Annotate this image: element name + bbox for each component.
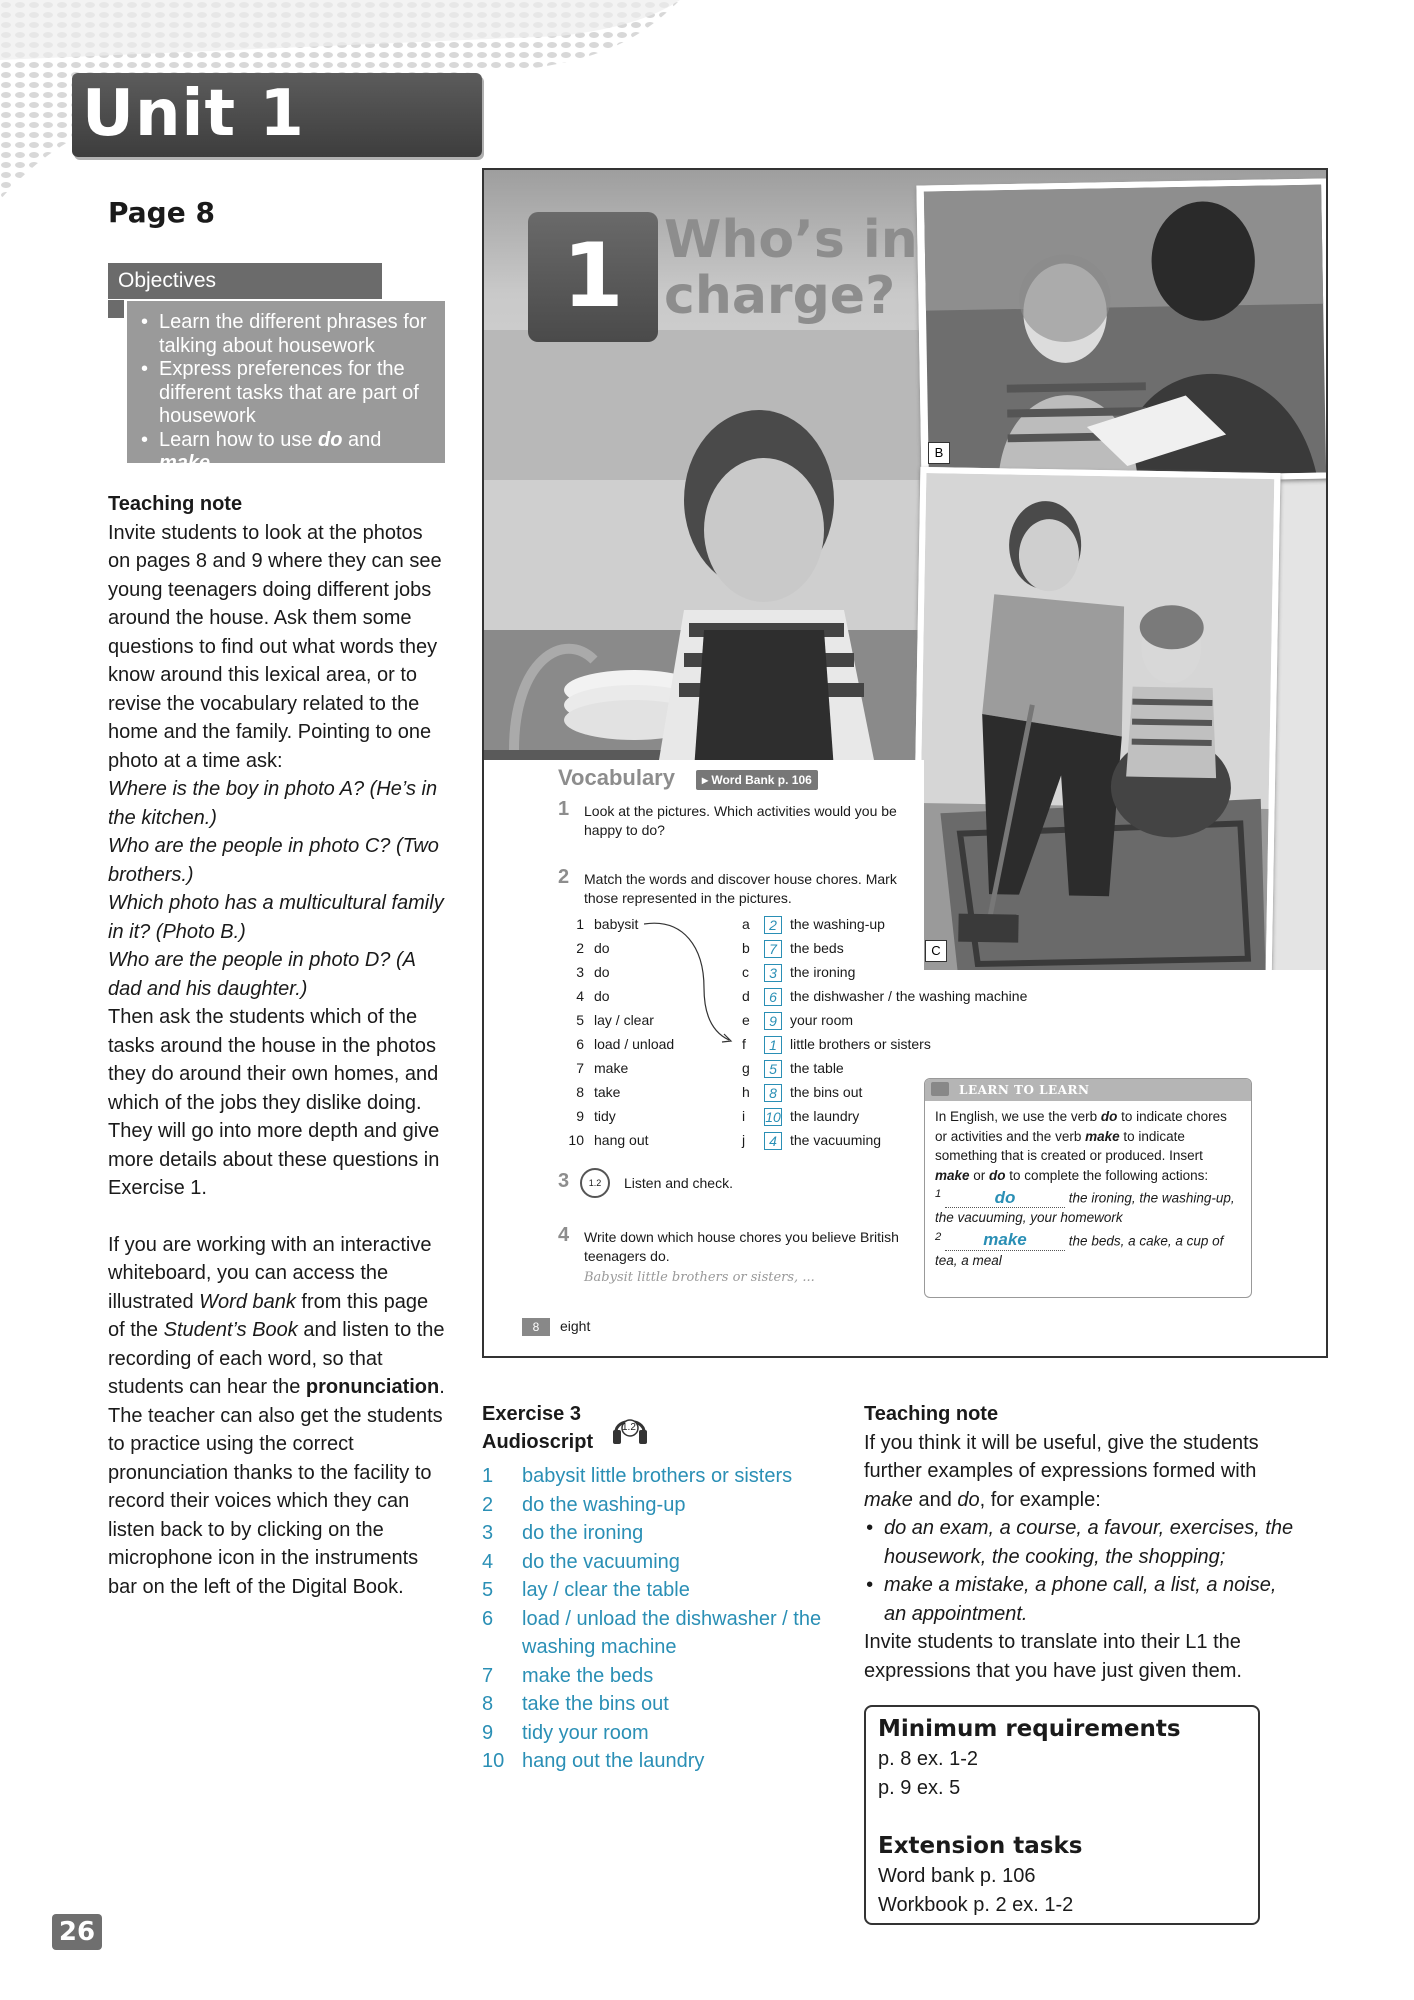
objective-make: make [159, 452, 211, 474]
teaching-note-left [108, 490, 448, 1601]
audioscript-text: take the bins out [522, 1693, 669, 1715]
audioscript-num: 9 [482, 1721, 494, 1744]
audioscript-text: babysit little brothers or sisters [522, 1465, 793, 1487]
audioscript-text: load / unload the dishwasher / the washing machine [522, 1607, 822, 1658]
match-phrase: the table [790, 1060, 844, 1076]
teaching-note-paragraph [864, 1429, 1304, 1515]
match-left-row [566, 1128, 696, 1152]
match-right-row [742, 1008, 1072, 1032]
match-num: 7 [576, 1060, 584, 1076]
teaching-note-heading: Teaching note [864, 1403, 999, 1425]
match-example-line [644, 918, 734, 1048]
objective-item: • Learn the different phrases for talking about housework [139, 311, 437, 358]
audioscript-list [482, 1462, 822, 1776]
match-num: 10 [568, 1132, 584, 1148]
audioscript-item [482, 1519, 822, 1548]
match-right-row [742, 1056, 1072, 1080]
exercise-3-audioscript [482, 1400, 822, 1776]
teaching-question: Who are the people in photo D? (A dad and his daughter.) [108, 949, 416, 1000]
learn-answer[interactable]: do [945, 1188, 1065, 1209]
learn-phrase: the beds, a cake, a cup of tea, a meal [935, 1233, 1224, 1268]
match-answer-box[interactable]: 2 [764, 916, 782, 934]
audioscript-text: do the vacuuming [522, 1550, 680, 1573]
match-phrase: the washing-up [790, 916, 885, 932]
photo-c [918, 473, 1275, 977]
pronunciation-term: pronunciation [305, 1376, 440, 1398]
audioscript-num: 6 [482, 1607, 494, 1630]
match-letter: j [742, 1132, 746, 1148]
teaching-note-intro: Invite students to look at the photos on pages 8 and 9 where they can see young teenagers doing different jobs around the house. Ask them some questions to find out what words they know around this lexical area, or to revise the vocabulary related to the home and the family. Pointing to one photo at a time ask: [108, 521, 442, 772]
teaching-question: Who are the people in photo C? (Two brothers.) [108, 835, 439, 886]
audioscript-num: 8 [482, 1693, 494, 1715]
match-num: 3 [576, 964, 584, 980]
match-letter: f [742, 1036, 746, 1052]
match-word: tidy [594, 1108, 616, 1124]
unit-number-tile: 1 [528, 212, 658, 342]
match-answer-box[interactable]: 9 [764, 1012, 782, 1030]
match-word: babysit [594, 916, 639, 932]
whiteboard-text: from this page of the [108, 1290, 429, 1341]
book-title-line: charge? [664, 266, 896, 326]
learn-answer-line [935, 1185, 1241, 1228]
unit-title: Unit 1 [82, 77, 305, 151]
audioscript-num: 10 [482, 1750, 505, 1772]
learn-text: to indicate chores or activities and the verb [935, 1109, 1227, 1144]
audioscript-item [482, 1576, 822, 1605]
learn-text: In English, we use the verb [935, 1109, 1101, 1124]
exercise-2-text: Match the words and discover house chores. Mark those represented in the pictures. [584, 871, 897, 906]
match-letter: i [742, 1108, 746, 1124]
whiteboard-text: and listen to the recording of each word, so that students can hear the [108, 1319, 445, 1398]
learn-to-learn-header [925, 1079, 1251, 1101]
match-phrase: the vacuuming [790, 1132, 882, 1148]
audioscript-text: tidy your room [522, 1721, 649, 1744]
objective-item-text: Learn how to use [159, 428, 318, 451]
photo-b-frame [916, 178, 1328, 485]
learn-phrase: the ironing, the washing-up, the vacuuming, your homework [935, 1190, 1235, 1225]
match-word: make [594, 1060, 629, 1076]
book-page-word: eight [560, 1318, 591, 1334]
match-word: lay / clear [594, 1012, 654, 1028]
teaching-bullet: • do an exam, a course, a favour, exercises, the housework, the cooking, the shopping; [864, 1514, 1304, 1571]
match-answer-box[interactable]: 3 [764, 964, 782, 982]
match-letter: h [742, 1084, 750, 1100]
match-word: do [594, 988, 610, 1004]
make-term: make [864, 1488, 913, 1511]
audioscript-num: 7 [482, 1664, 494, 1687]
exercise-number: 2 [558, 866, 570, 888]
match-phrase: the dishwasher / the washing machine [790, 988, 1028, 1004]
exercise-number: 1 [558, 798, 570, 820]
match-phrase: your room [790, 1012, 854, 1028]
book-icon [931, 1082, 949, 1096]
teaching-question: Which photo has a multicultural family in it? (Photo B.) [108, 892, 444, 943]
match-left-row [566, 1080, 696, 1104]
extension-tasks-heading: Extension tasks [878, 1833, 1083, 1859]
match-right-row [742, 1032, 1072, 1056]
match-num: 2 [576, 940, 584, 956]
learn-answer-line [935, 1228, 1241, 1271]
audioscript-item [482, 1719, 822, 1748]
word-bank-term: Word bank [199, 1290, 296, 1313]
audioscript-text: hang out the laundry [522, 1750, 705, 1772]
teaching-question: Where is the boy in photo A? (He’s in the kitchen.) [108, 778, 438, 829]
audioscript-item [482, 1605, 822, 1662]
match-word: take [594, 1084, 621, 1100]
match-phrase: the laundry [790, 1108, 860, 1124]
teaching-text: and [912, 1488, 958, 1511]
book-title-line: Who’s in [664, 210, 918, 270]
audioscript-item [482, 1747, 822, 1776]
match-answer-box[interactable]: 7 [764, 940, 782, 958]
match-letter: a [742, 916, 750, 932]
audioscript-num: 5 [482, 1579, 494, 1601]
match-letter: c [742, 964, 749, 980]
vocabulary-heading: Vocabulary [558, 765, 675, 790]
match-left-row [566, 1104, 696, 1128]
learn-text: or [969, 1167, 990, 1183]
match-num: 9 [576, 1108, 584, 1124]
objective-item [139, 429, 437, 476]
objective-item: • Express preferences for the different tasks that are part of housework [139, 358, 437, 429]
textbook-page [482, 168, 1328, 1358]
learn-text: to complete the following actions: [1005, 1167, 1209, 1183]
objectives-tab-stub [108, 300, 124, 318]
exercise-number: 3 [558, 1170, 570, 1192]
learn-superscript: 1 [935, 1188, 942, 1200]
extension-line: Workbook p. 2 ex. 1-2 [878, 1893, 1074, 1916]
word-bank-chip-label: Word Bank p. 106 [711, 773, 812, 787]
teaching-text: , for example: [979, 1488, 1101, 1511]
teaching-note-paragraph: Invite students to translate into their L1 the expressions that you have just given them. [864, 1631, 1242, 1682]
headphones-track: 1.2 [622, 1422, 636, 1433]
audioscript-item [482, 1491, 822, 1520]
match-right-row [742, 984, 1072, 1008]
match-num: 4 [576, 988, 584, 1004]
whiteboard-text: . [439, 1376, 445, 1398]
exercise-1-text: Look at the pictures. Which activities would you be happy to do? [584, 803, 897, 838]
requirement-line: p. 8 ex. 1-2 [878, 1748, 979, 1770]
match-word: do [594, 940, 610, 956]
match-right-row [742, 960, 1072, 984]
audio-track-number: 1.2 [588, 1178, 602, 1188]
exercise-3-text: Listen and check. [624, 1175, 733, 1191]
match-num: 8 [576, 1084, 584, 1100]
match-word: load / unload [594, 1036, 675, 1052]
objective-do: do [318, 428, 343, 451]
match-letter: g [742, 1060, 750, 1076]
requirements-box [864, 1705, 1260, 1925]
audioscript-text: make the beds [522, 1664, 654, 1687]
match-answer-box[interactable]: 10 [765, 1109, 781, 1125]
match-phrase: the ironing [790, 964, 856, 980]
students-book-term: Student’s Book [163, 1319, 298, 1341]
match-right-row [742, 912, 1072, 936]
photo-c-frame [912, 467, 1281, 983]
page-heading: Page 8 [108, 196, 215, 229]
learn-to-learn-title: LEARN TO LEARN [959, 1083, 1090, 1097]
match-answer-box[interactable]: 6 [764, 988, 782, 1006]
match-phrase: the beds [790, 940, 844, 956]
whiteboard-paragraph [108, 1231, 448, 1402]
exercise-number: 4 [558, 1224, 570, 1246]
teaching-note-right [864, 1400, 1304, 1685]
audioscript-text: do the washing-up [522, 1493, 686, 1516]
teaching-text: If you think it will be useful, give the students further examples of expressions formed with [864, 1431, 1259, 1482]
audioscript-num: 2 [482, 1493, 494, 1516]
photo-label-c: C [925, 940, 947, 962]
match-phrase: little brothers or sisters [790, 1036, 931, 1052]
audioscript-num: 1 [482, 1465, 494, 1487]
teaching-note-follow-up: Then ask the students which of the tasks around the house in the photos they do around their own homes, and which of the jobs they dislike doing. They will go into more depth and give more details about these questions in Exercise 1. [108, 1006, 440, 1199]
audioscript-num: 4 [482, 1550, 494, 1573]
audioscript-item [482, 1662, 822, 1691]
unit-title-card [664, 212, 924, 352]
audioscript-text: lay / clear the table [522, 1579, 690, 1601]
requirement-line: p. 9 ex. 5 [878, 1776, 961, 1799]
objectives-box [127, 301, 445, 474]
minimum-requirements-heading: Minimum requirements [878, 1716, 1181, 1742]
teaching-bullet: • make a mistake, a phone call, a list, a noise, an appointment. [864, 1571, 1304, 1628]
learn-make: make [935, 1167, 970, 1183]
exercise-4-text: Write down which house chores you believe British teenagers do. [584, 1229, 899, 1264]
exercise-4-example: Babysit little brothers or sisters, ... [584, 1270, 815, 1285]
record-paragraph: The teacher can also get the students to practice using the correct pronunciation thanks to the facility to record their voices which they can listen back to by clicking on the microphone icon in the instruments bar on the left of the Digital Book. [108, 1404, 443, 1598]
match-num: 6 [576, 1036, 584, 1052]
match-answer-box[interactable]: 8 [764, 1084, 782, 1102]
learn-do: do [989, 1167, 1006, 1183]
audioscript-num: 3 [482, 1522, 494, 1544]
extension-line: Word bank p. 106 [878, 1865, 1036, 1887]
audioscript-item [482, 1462, 822, 1491]
match-word: hang out [594, 1132, 649, 1148]
match-left-row [566, 1056, 696, 1080]
learn-superscript: 2 [935, 1230, 942, 1243]
match-num: 1 [576, 916, 584, 932]
photo-label-b: B [928, 442, 950, 464]
objectives-tab: Objectives [108, 263, 382, 299]
match-answer-box[interactable]: 5 [764, 1060, 782, 1078]
match-answer-box[interactable]: 4 [764, 1132, 782, 1150]
unit-header [72, 73, 482, 157]
photo-b [923, 185, 1328, 480]
book-page-number: 8 [522, 1318, 550, 1336]
match-word: do [594, 964, 610, 980]
headphones-icon[interactable] [610, 1408, 650, 1448]
match-phrase: the bins out [790, 1084, 863, 1100]
audioscript-item [482, 1548, 822, 1577]
learn-answer[interactable]: make [945, 1230, 1065, 1251]
learn-text: to indicate something that is created or produced. Insert [935, 1128, 1203, 1163]
match-letter: b [742, 940, 750, 956]
learn-to-learn-box [924, 1078, 1252, 1298]
learn-do: do [1100, 1109, 1118, 1124]
objective-and: and [342, 428, 382, 451]
footer-page-number: 26 [52, 1914, 102, 1950]
exercise-3-subtitle: Audioscript [482, 1431, 594, 1453]
match-letter: e [742, 1012, 750, 1028]
exercise-3-title: Exercise 3 [482, 1403, 581, 1425]
match-letter: d [742, 988, 750, 1004]
audioscript-text: do the ironing [522, 1522, 644, 1544]
do-term: do [957, 1488, 980, 1511]
word-bank-chip[interactable]: ▸ Word Bank p. 106 [696, 770, 818, 790]
learn-make: make [1085, 1128, 1120, 1144]
teaching-note-heading: Teaching note [108, 493, 243, 515]
match-num: 5 [576, 1012, 584, 1028]
whiteboard-text: If you are working with an interactive whiteboard, you can access the illustrated [108, 1233, 432, 1313]
audioscript-item [482, 1690, 822, 1719]
audio-track-badge[interactable] [580, 1168, 610, 1198]
learn-to-learn-body [925, 1101, 1251, 1276]
match-answer-box[interactable]: 1 [764, 1036, 782, 1054]
match-right-row [742, 936, 1072, 960]
